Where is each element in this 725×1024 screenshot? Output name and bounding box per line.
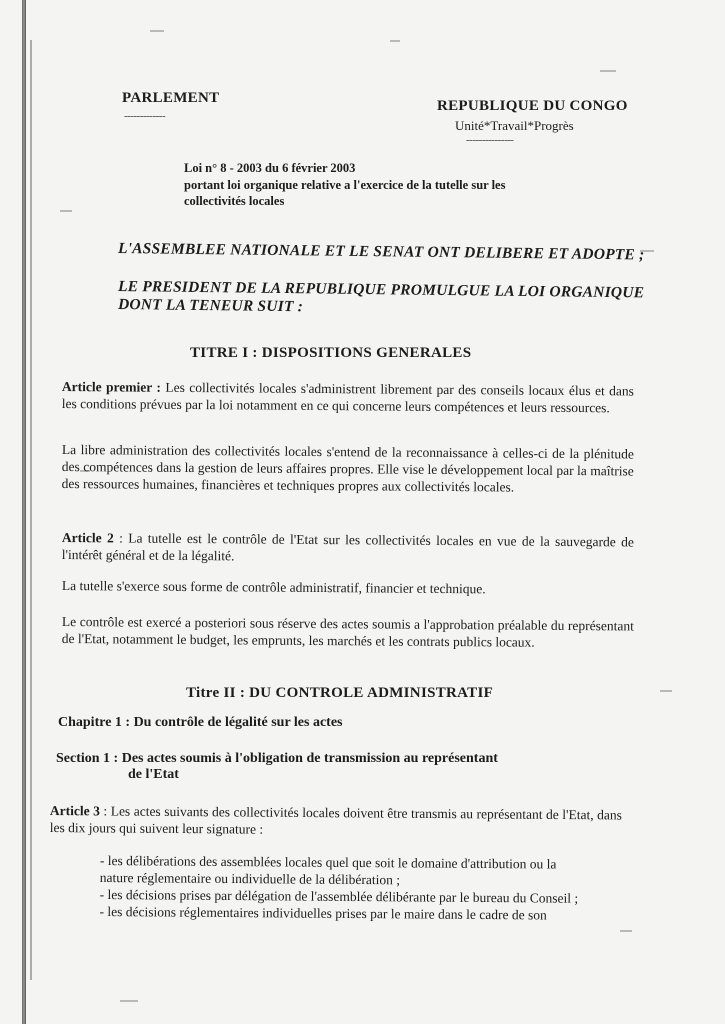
list-item: - les décisions réglementaires individuelles prises par le maire dans le cadre de son: [99, 903, 547, 923]
republic-title: REPUBLIQUE DU CONGO: [437, 98, 628, 114]
titre-2-heading: Titre II : DU CONTROLE ADMINISTRATIF: [186, 685, 494, 701]
list-item: - les décisions prises par délégation de l'assemblée délibérante par le bureau du Conseil ;: [99, 886, 579, 906]
control-paragraph: Le contrôle est exercé a posteriori sous réserve des actes soumis a l'approbation préalable du représentant de l'Etat, notamment le budget, les emprunts, les marchés et les contrats publics locaux.: [61, 613, 634, 650]
law-subject-end: collectivités locales: [184, 194, 285, 208]
scan-speck: [150, 30, 164, 32]
article-2-text: : La tutelle est le contrôle de l'Etat sur les collectivités locales en vue de la sauvegarde de l'intérêt général et de la légalité.: [61, 530, 634, 564]
article-3: [50, 802, 622, 840]
law-subject: portant loi organique relative a l'exercice de la tutelle sur les: [184, 178, 506, 192]
parliament-title: PARLEMENT: [122, 90, 220, 106]
president-declaration: LE PRESIDENT DE LA REPUBLIQUE PROMULGUE LA LOI ORGANIQUE: [117, 278, 645, 302]
republic-motto: Unité*Travail*Progrès: [455, 118, 574, 133]
article-premier-label: Article premier :: [61, 378, 162, 395]
tutelle-forms-paragraph: La tutelle s'exerce sous forme de contrôle administratif, financier et technique.: [61, 577, 486, 597]
list-item: - les délibérations des assemblées locales quel que soit le domaine d'attribution ou la nature réglementaire ou individuelle de la délibération ;: [99, 852, 557, 888]
binding-shadow-inner: [30, 40, 32, 980]
chapitre-1-heading: Chapitre 1 : Du contrôle de légalité sur les actes: [58, 715, 343, 730]
assembly-declaration: L'ASSEMBLEE NATIONALE ET LE SENAT ONT DELIBERE ET ADOPTE ;: [117, 240, 645, 264]
article-3-label: Article 3: [49, 802, 100, 819]
parliament-rule: -------------: [124, 110, 166, 122]
article-3-list: [99, 852, 590, 924]
scan-speck: [390, 40, 400, 42]
article-2-label: Article 2: [61, 529, 114, 546]
scan-speck: [620, 930, 632, 932]
scan-speck: [120, 1000, 138, 1002]
scan-speck: [660, 690, 672, 692]
president-declaration-end: DONT LA TENEUR SUIT :: [117, 296, 304, 316]
section-1-heading: Section 1 : Des actes soumis à l'obligation de transmission au représentant: [56, 751, 498, 766]
scan-speck: [600, 70, 616, 72]
law-number: Loi n° 8 - 2003 du 6 février 2003: [184, 161, 356, 175]
section-1-heading-end: de l'Etat: [128, 767, 179, 782]
article-3-text: : Les actes suivants des collectivités locales doivent être transmis au représentant de l'Etat, dans les dix jours qui suivent leur signature :: [49, 803, 622, 837]
article-2: [62, 529, 634, 567]
article-premier-text: Les collectivités locales s'administrent librement par des conseils locaux élus et dans les conditions prévues par la loi notamment en ce qui concerne leurs compétences et leurs ressources.: [61, 379, 634, 416]
titre-1-heading: TITRE I : DISPOSITIONS GENERALES: [190, 345, 472, 361]
article-premier: [62, 378, 634, 416]
binding-shadow: [22, 0, 26, 1024]
scan-speck: [60, 210, 72, 212]
republic-rule: ---------------: [466, 134, 514, 146]
free-administration-paragraph: La libre administration des collectivités locales s'entend de la reconnaissance à celles-ci de la plénitude des compétences dans la gestion de leurs affaires propres. Elle vise le développement local par la maîtrise des ressources humaines, financières et techniques propres aux collectivités locales.: [61, 441, 634, 495]
